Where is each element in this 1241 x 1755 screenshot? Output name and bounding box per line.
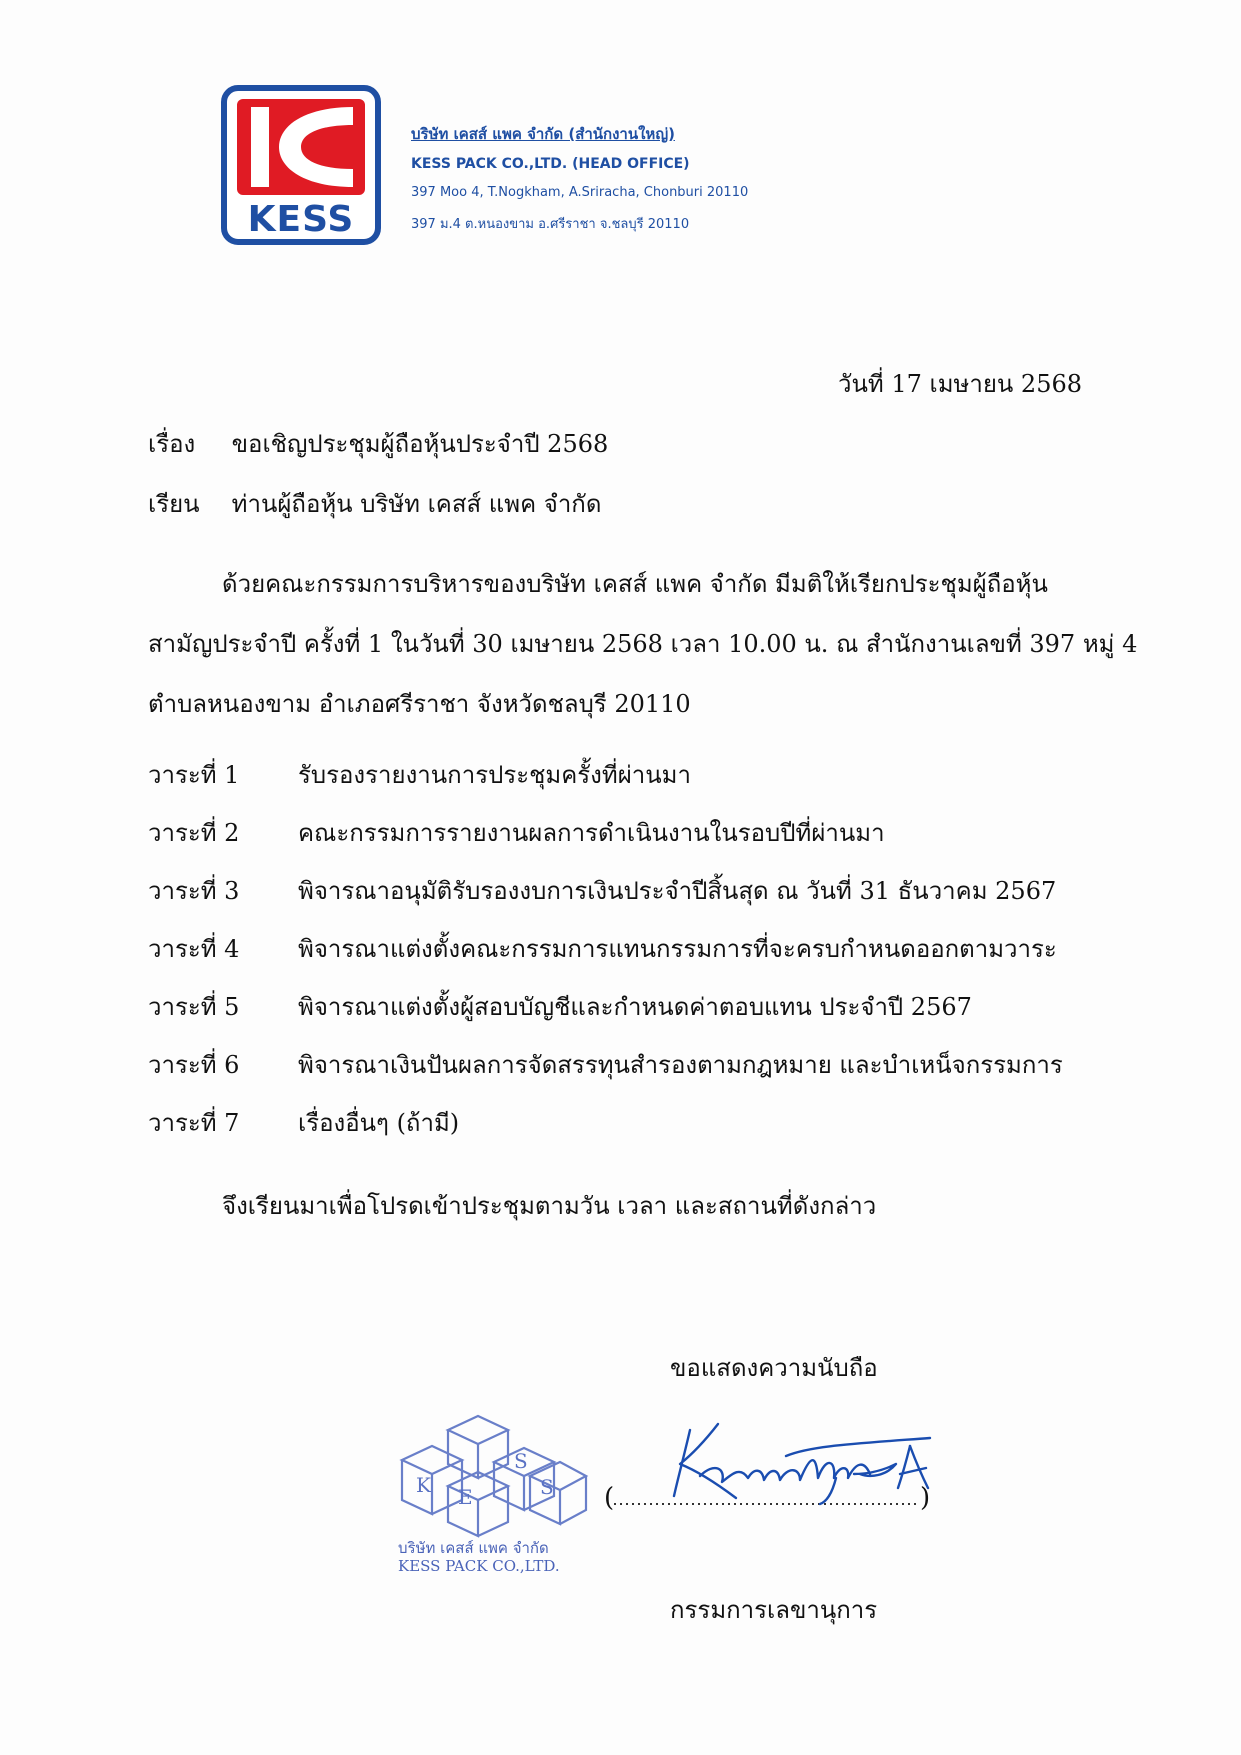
stamp-text-en: KESS PACK CO.,LTD. xyxy=(398,1557,560,1575)
subject-row xyxy=(148,424,608,463)
agenda-number: วาระที่ 4 xyxy=(148,935,240,963)
company-name-en: KESS PACK CO.,LTD. (HEAD OFFICE) xyxy=(411,156,690,172)
agenda-number: วาระที่ 6 xyxy=(148,1051,240,1079)
agenda-item xyxy=(148,756,1063,814)
agenda-text: พิจารณาแต่งตั้งคณะกรรมการแทนกรรมการที่จะครบกำหนดออกตามวาระ xyxy=(298,935,1057,963)
agenda-number: วาระที่ 1 xyxy=(148,761,240,789)
agenda-number: วาระที่ 5 xyxy=(148,993,240,1021)
letter-date: วันที่ 17 เมษายน 2568 xyxy=(838,370,1082,398)
stamp-text-th: บริษัท เคสส์ แพค จำกัด xyxy=(398,1539,549,1557)
agenda-text: พิจารณาแต่งตั้งผู้สอบบัญชีและกำหนดค่าตอบแทน ประจำปี 2567 xyxy=(298,993,972,1021)
handwritten-signature xyxy=(660,1416,940,1506)
agenda-list xyxy=(148,756,1063,1162)
address-en: 397 Moo 4, T.Nogkham, A.Sriracha, Chonburi 20110 xyxy=(411,185,749,200)
closing-sentence: จึงเรียนมาเพื่อโปรดเข้าประชุมตามวัน เวลา และสถานที่ดังกล่าว xyxy=(222,1192,877,1220)
stamp-letter: S xyxy=(540,1475,554,1499)
stamp-letter: S xyxy=(514,1449,528,1473)
svg-text:(: ( xyxy=(604,1483,615,1513)
body-line: ตำบลหนองขาม อำเภอศรีราชา จังหวัดชลบุรี 20110 xyxy=(148,690,691,718)
agenda-text: พิจารณาอนุมัติรับรองงบการเงินประจำปีสิ้นสุด ณ วันที่ 31 ธันวาคม 2567 xyxy=(298,877,1057,905)
agenda-item xyxy=(148,872,1063,930)
signer-position: กรรมการเลขานุการ xyxy=(670,1596,878,1624)
body-paragraph xyxy=(148,554,1138,734)
agenda-item xyxy=(148,1104,1063,1162)
agenda-number: วาระที่ 3 xyxy=(148,877,240,905)
agenda-number: วาระที่ 7 xyxy=(148,1109,240,1137)
logo-text: KESS xyxy=(247,199,355,240)
to-label: เรียน xyxy=(148,490,200,518)
kess-logo xyxy=(221,85,381,245)
agenda-text: เรื่องอื่นๆ (ถ้ามี) xyxy=(298,1109,460,1137)
agenda-item xyxy=(148,930,1063,988)
to-text: ท่านผู้ถือหุ้น บริษัท เคสส์ แพค จำกัด xyxy=(231,490,602,518)
company-header xyxy=(411,122,748,234)
regards-text: ขอแสดงความนับถือ xyxy=(670,1354,878,1382)
svg-text:): ) xyxy=(920,1483,931,1513)
signature-text: Kamonthip A. xyxy=(660,1416,667,1417)
body-line: ด้วยคณะกรรมการบริหารของบริษัท เคสส์ แพค จำกัด มีมติให้เรียกประชุมผู้ถือหุ้น xyxy=(222,570,1048,598)
agenda-item xyxy=(148,1046,1063,1104)
agenda-item xyxy=(148,814,1063,872)
subject-label: เรื่อง xyxy=(148,430,196,458)
agenda-item xyxy=(148,988,1063,1046)
agenda-text: รับรองรายงานการประชุมครั้งที่ผ่านมา xyxy=(298,761,691,789)
company-name-th: บริษัท เคสส์ แพค จำกัด (สำนักงานใหญ่) xyxy=(411,125,675,143)
to-row xyxy=(148,484,601,523)
subject-text: ขอเชิญประชุมผู้ถือหุ้นประจำปี 2568 xyxy=(231,430,609,458)
stamp-letter: K xyxy=(416,1473,431,1497)
body-line: สามัญประจำปี ครั้งที่ 1 ในวันที่ 30 เมษายน 2568 เวลา 10.00 น. ณ สำนักงานเลขที่ 397 หมู่ 4 xyxy=(148,630,1138,658)
agenda-number: วาระที่ 2 xyxy=(148,819,240,847)
agenda-text: คณะกรรมการรายงานผลการดำเนินงานในรอบปีที่ผ่านมา xyxy=(298,819,885,847)
agenda-text: พิจารณาเงินปันผลการจัดสรรทุนสำรองตามกฎหมาย และบำเหน็จกรรมการ xyxy=(298,1051,1063,1079)
stamp-letter: E xyxy=(458,1485,473,1509)
address-th: 397 ม.4 ต.หนองขาม อ.ศรีราชา จ.ชลบุรี 20110 xyxy=(411,217,690,232)
